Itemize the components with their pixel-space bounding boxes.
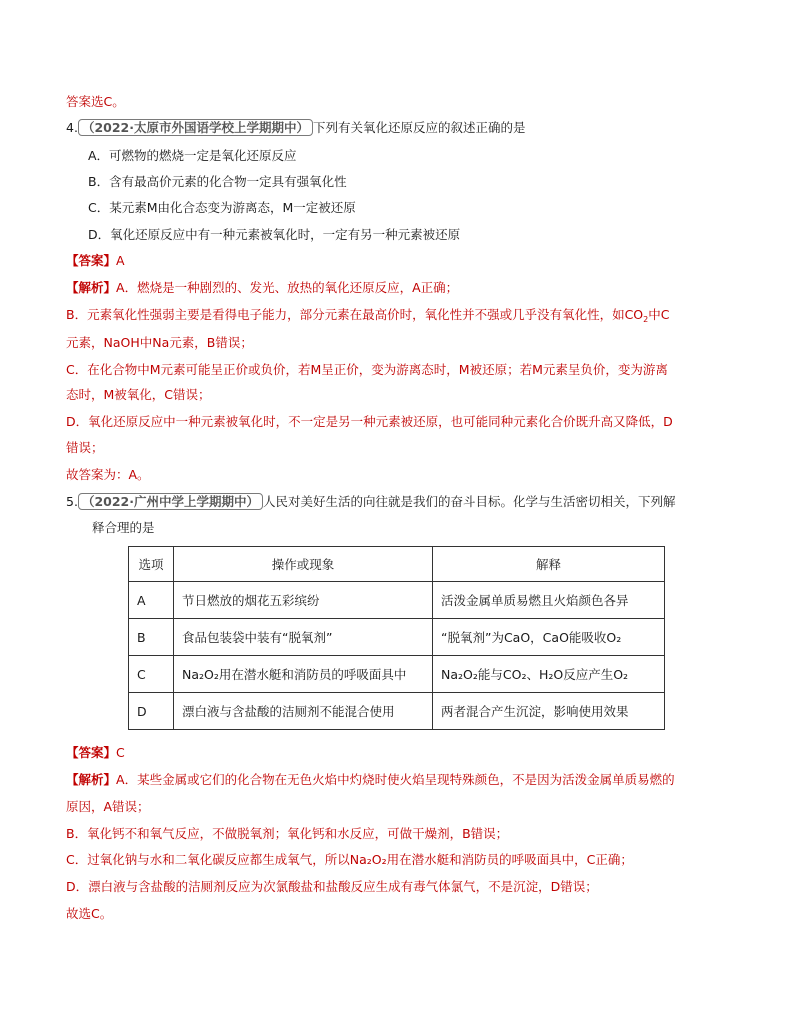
question-text: 下列有关氧化还原反应的叙述正确的是 [312,120,526,135]
answer-label: 【答案】 [66,745,117,760]
analysis-line: 态时，M被氧化，C错误； [66,387,211,402]
answer-line [66,743,125,763]
subscript: 2 [643,315,649,324]
option-a: A．可燃物的燃烧一定是氧化还原反应 [88,148,297,163]
answer-label: 【答案】 [66,253,117,268]
question-source: （2022·广州中学上学期期中） [78,493,263,510]
analysis-text: 中C [648,307,670,322]
analysis-line: 错误； [66,440,104,455]
question-text-cont: 释合理的是 [92,520,155,535]
question-number: 5. [66,494,78,509]
table-header-row [129,547,665,582]
column-header: 选项 [129,547,174,582]
explanation-cell: “脱氧剂”为CaO，CaO能吸收O₂ [433,619,665,656]
explanation-cell: 两者混合产生沉淀，影响使用效果 [433,693,665,730]
question-number: 4. [66,120,78,135]
conclusion: 故答案为：A。 [66,467,150,482]
answer-line [66,251,125,271]
analysis-line [66,278,458,298]
analysis-line: D．漂白液与含盐酸的洁厕剂反应为次氯酸盐和盐酸反应生成有毒气体氯气，不是沉淀，D错误； [66,879,598,894]
analysis-line [66,770,675,790]
previous-answer: 答案选C。 [66,94,125,109]
operation-cell: 节日燃放的烟花五彩缤纷 [174,582,433,619]
question-5-stem [66,492,676,512]
analysis-text: A．燃烧是一种剧烈的、发光、放热的氧化还原反应，A正确； [116,280,459,295]
analysis-line: D．氧化还原反应中一种元素被氧化时，不一定是另一种元素被还原，也可能同种元素化合价既升高又降低，D [66,414,673,429]
analysis-text: A．某些金属或它们的化合物在无色火焰中灼烧时使火焰呈现特殊颜色，不是因为活泼金属单质易燃的 [116,772,675,787]
option-c: C．某元素M由化合态变为游离态，M一定被还原 [88,200,356,215]
operation-cell: 食品包装袋中装有“脱氧剂” [174,619,433,656]
answer-value: A [116,253,125,268]
option-b: B．含有最高价元素的化合物一定具有强氧化性 [88,174,347,189]
explanation-cell: Na₂O₂能与CO₂、H₂O反应产生O₂ [433,656,665,693]
analysis-line: 元素，NaOH中Na元素，B错误； [66,335,253,350]
option-cell: C [129,656,174,693]
table-row [129,693,665,730]
table-row [129,619,665,656]
column-header: 操作或现象 [174,547,433,582]
table-row [129,582,665,619]
question-4-stem [66,118,526,138]
analysis-line: C．在化合物中M元素可能呈正价或负价，若M呈正价，变为游离态时，M被还原；若M元素呈负价，变为游离 [66,362,668,377]
analysis-text: B．元素氧化性强弱主要是看得电子能力，部分元素在最高价时，氧化性并不强或几乎没有氧化性，如CO [66,307,644,322]
analysis-line: 原因，A错误； [66,799,150,814]
option-cell: B [129,619,174,656]
table-row [129,656,665,693]
answer-value: C [116,745,125,760]
analysis-line: C．过氧化钠与水和二氧化碳反应都生成氧气，所以Na₂O₂用在潜水艇和消防员的呼吸面具中，C正确； [66,852,633,867]
question-source: （2022·太原市外国语学校上学期期中） [78,119,313,136]
options-table [128,546,665,730]
option-cell: A [129,582,174,619]
option-d: D．氧化还原反应中有一种元素被氧化时，一定有另一种元素被还原 [88,227,461,242]
analysis-line: B．氧化钙不和氧气反应，不做脱氧剂；氧化钙和水反应，可做干燥剂，B错误； [66,826,509,841]
column-header: 解释 [433,547,665,582]
analysis-label: 【解析】 [66,280,117,295]
operation-cell: Na₂O₂用在潜水艇和消防员的呼吸面具中 [174,656,433,693]
operation-cell: 漂白液与含盐酸的洁厕剂不能混合使用 [174,693,433,730]
analysis-label: 【解析】 [66,772,117,787]
analysis-line [66,305,669,330]
explanation-cell: 活泼金属单质易燃且火焰颜色各异 [433,582,665,619]
conclusion: 故选C。 [66,906,113,921]
option-cell: D [129,693,174,730]
question-text: 人民对美好生活的向往就是我们的奋斗目标。化学与生活密切相关，下列解 [262,494,676,509]
